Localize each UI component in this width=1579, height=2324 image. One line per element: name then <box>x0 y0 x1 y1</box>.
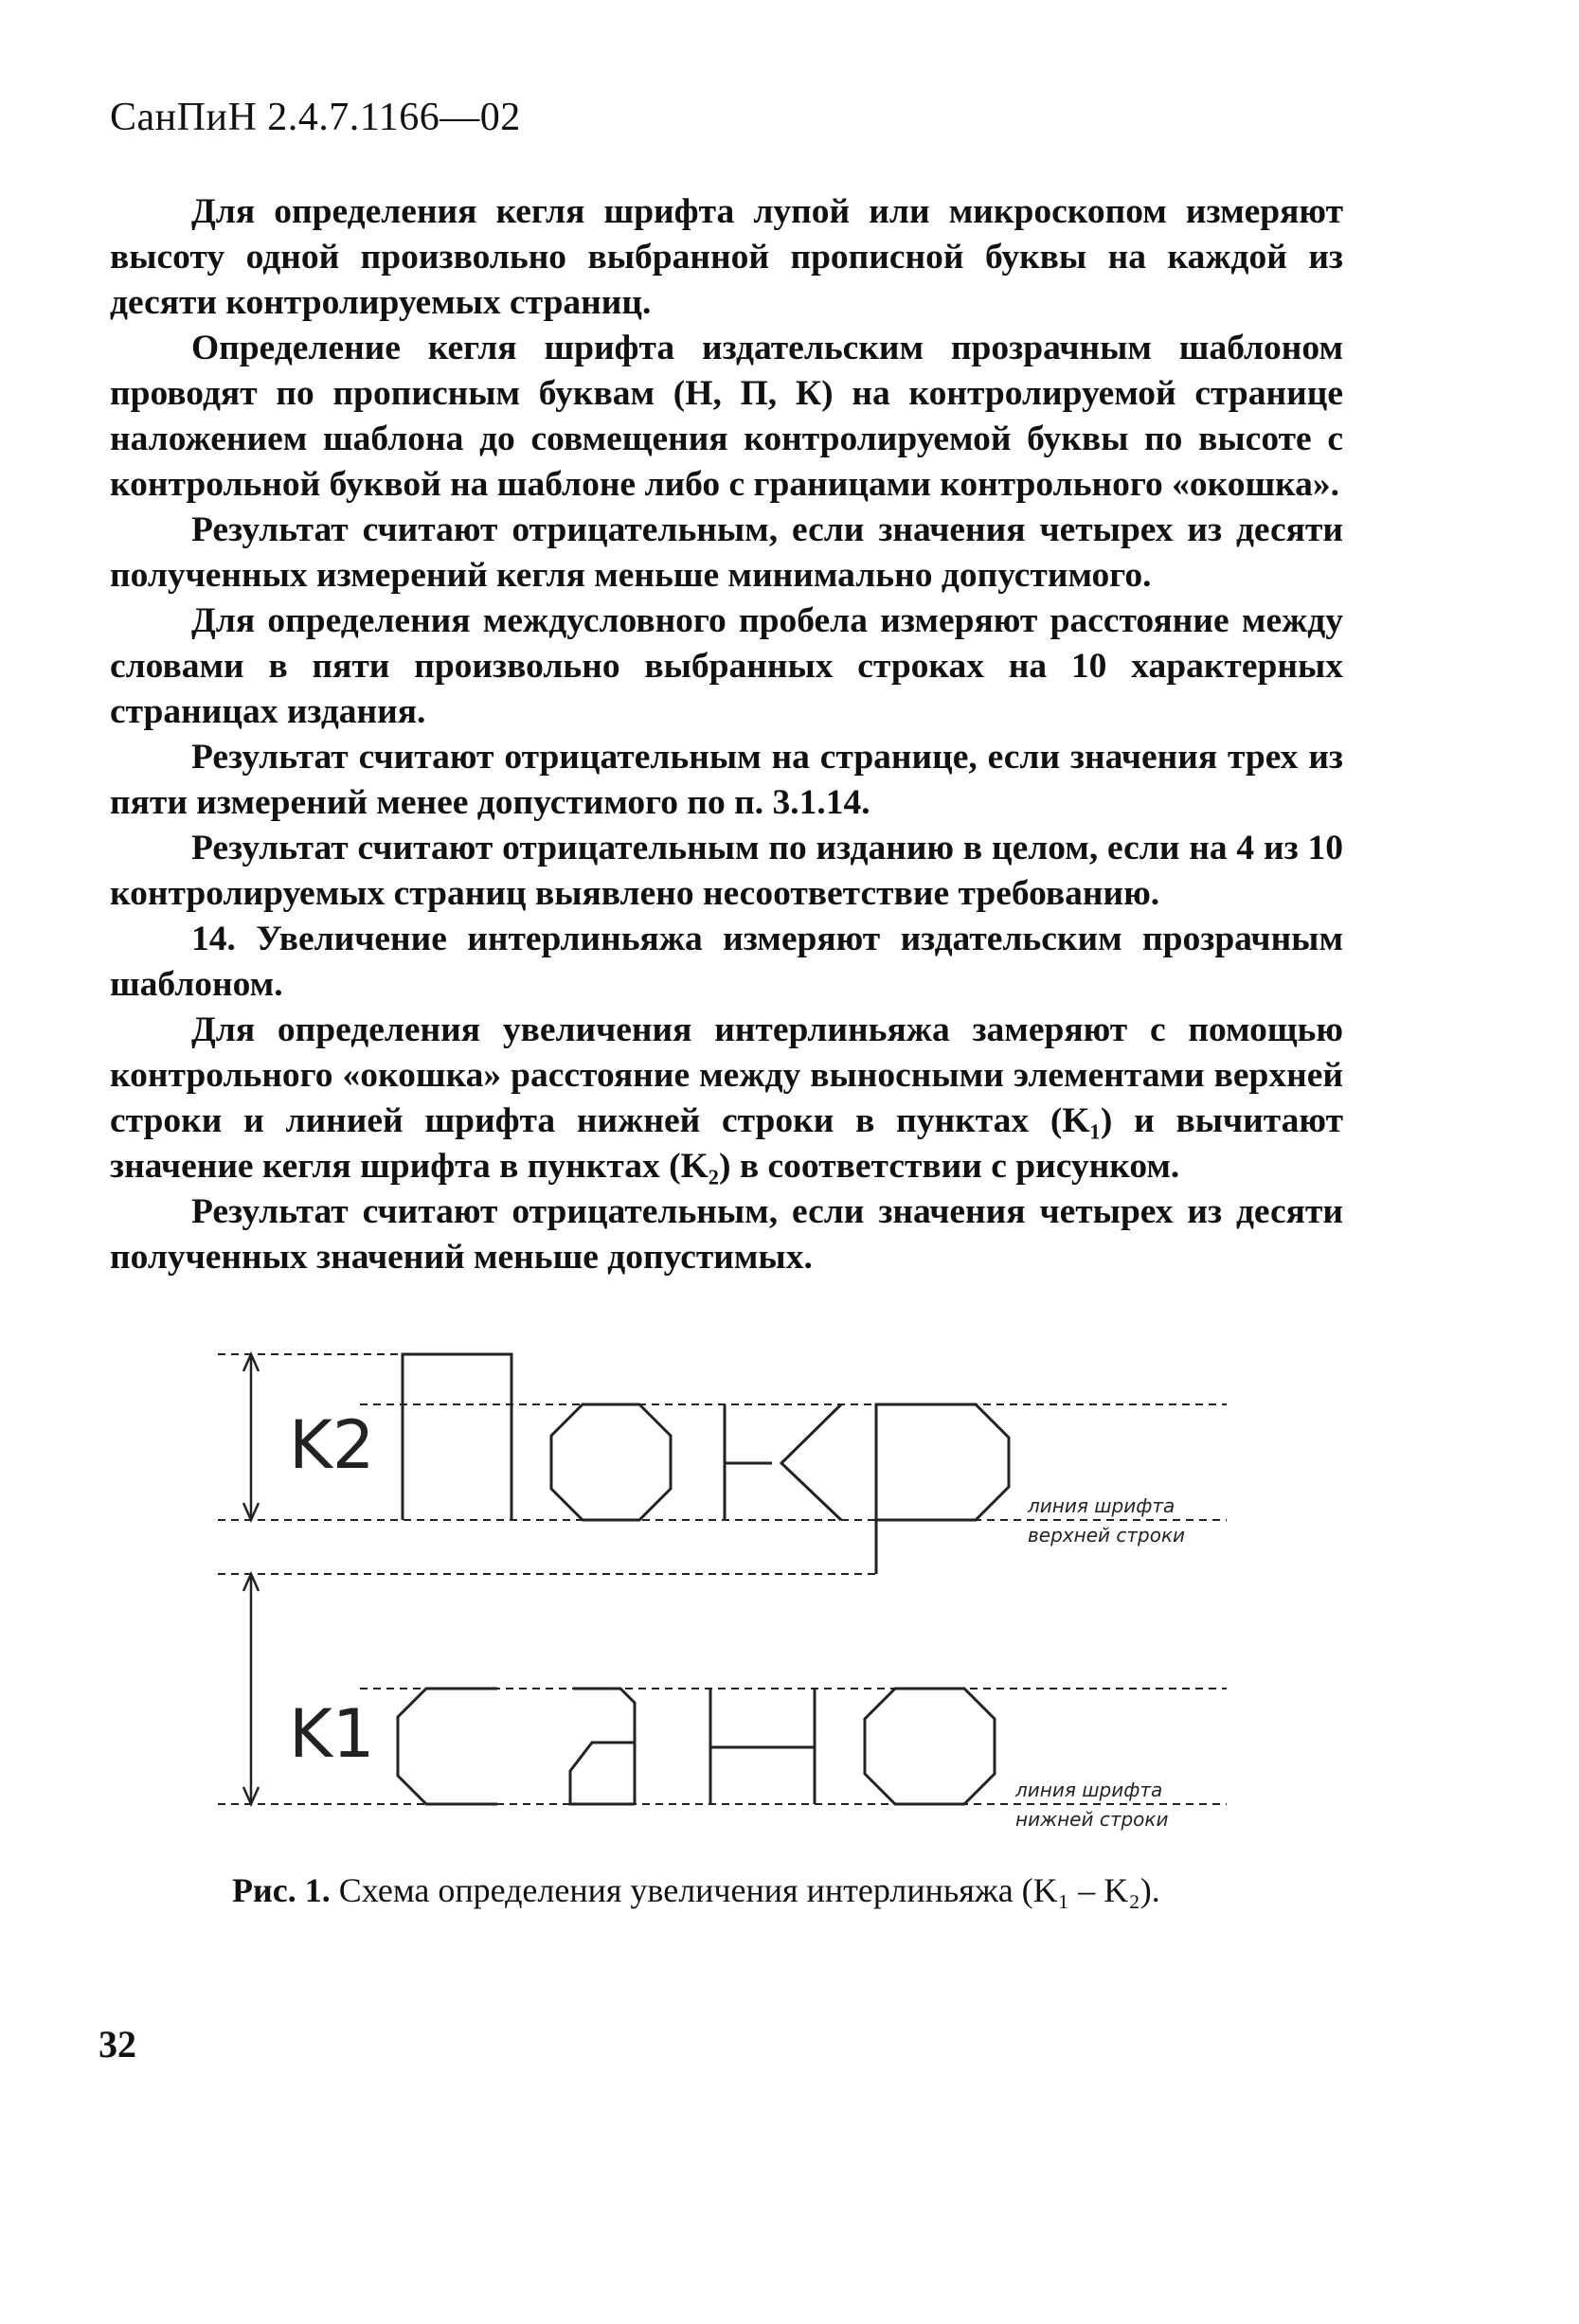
paragraph-1: Для определения кегля шрифта лупой или микроскопом измеряют высоту одной произвольно выбранной прописной буквы на каждой из десяти контролируемых страниц. <box>110 192 1343 322</box>
paragraph-7: 14. Увеличение интерлиньяжа измеряют издательским прозрачным шаблоном. <box>110 920 1343 1004</box>
paragraph-2: Определение кегля шрифта издательским прозрачным шаблоном проводят по прописным буквам (Н, П, К) на контролируемой странице наложением шаблона до совмещения контролируемой буквы по высоте с контрольной буквой на шаблоне либо с границами контрольного «окошка». <box>110 329 1343 504</box>
figure-caption-text: Схема определения увеличения интерлиньяжа (K₁ – K₂). <box>330 1871 1160 1909</box>
upper-letter-p <box>403 1354 511 1520</box>
paragraph-5: Результат считают отрицательным на странице, если значения трех из пяти измерений менее допустимого по п. 3.1.14. <box>110 738 1343 822</box>
lower-letter-s <box>398 1689 497 1804</box>
upper-baseline-label-1: линия шрифта <box>1028 1494 1175 1517</box>
paragraph-6: Результат считают отрицательным по изданию в целом, если на 4 из 10 контролируемых страниц выявлено несоответствие требованию. <box>110 829 1343 913</box>
upper-letter-k <box>725 1404 841 1520</box>
lower-letter-o <box>865 1689 995 1804</box>
k1-label: K1 <box>289 1695 375 1773</box>
lower-baseline-label-2: нижней строки <box>1015 1808 1169 1831</box>
lower-letter-a <box>570 1689 635 1804</box>
figure-caption-lead: Рис. 1. <box>232 1871 331 1909</box>
lower-letter-n <box>710 1689 815 1804</box>
figure-caption <box>232 1870 1160 1910</box>
document-code-header: СанПиН 2.4.7.1166—02 <box>110 96 521 139</box>
paragraph-3: Результат считают отрицательным, если значения четырех из десяти полученных измерений кегля меньше минимально допустимого. <box>110 510 1343 595</box>
body-text <box>110 189 1343 1280</box>
paragraph-8: Для определения увеличения интерлиньяжа замеряют с помощью контрольного «окошка» расстояние между выносными элементами верхней строки и линией шрифта нижней строки в пунктах (K₁) и вычитают значение кегля шрифта в пунктах (K₂) в соответствии с рисунком. <box>110 1010 1343 1186</box>
upper-baseline-label-2: верхней строки <box>1028 1524 1186 1546</box>
upper-letter-r <box>876 1404 1009 1574</box>
lower-baseline-label-1: линия шрифта <box>1015 1779 1163 1801</box>
diagram-svg <box>199 1326 1288 1856</box>
upper-letter-o <box>551 1404 671 1520</box>
k2-label: K2 <box>289 1406 375 1484</box>
page-number: 32 <box>99 2023 136 2065</box>
interlinear-spacing-diagram <box>199 1326 1288 1856</box>
paragraph-4: Для определения междусловного пробела измеряют расстояние между словами в пяти произвольно выбранных строках на 10 характерных страницах издания. <box>110 601 1343 731</box>
paragraph-9: Результат считают отрицательным, если значения четырех из десяти полученных значений меньше допустимых. <box>110 1192 1343 1277</box>
